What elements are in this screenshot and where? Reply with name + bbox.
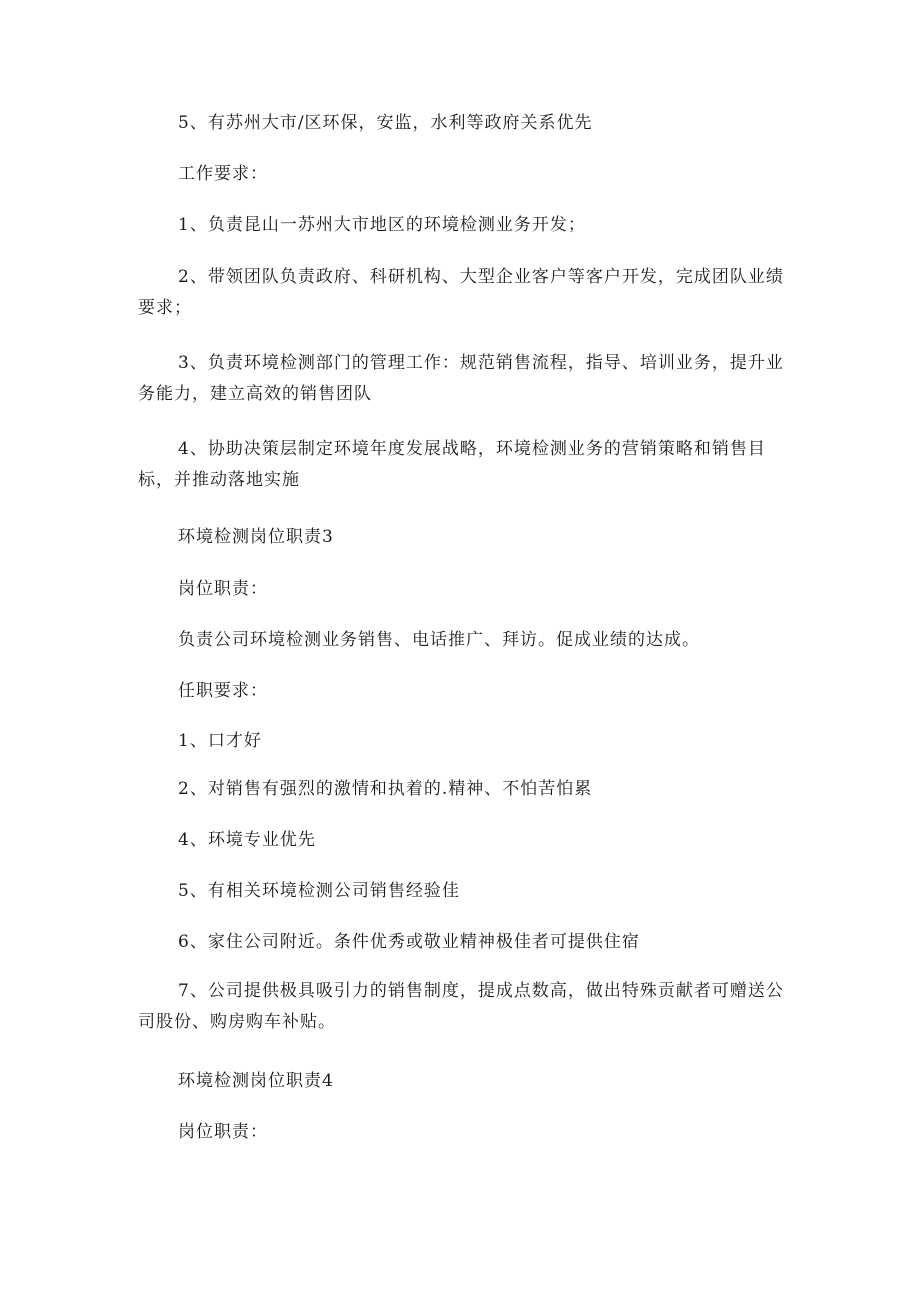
paragraph-qualification-6: 6、家住公司附近。条件优秀或敬业精神极佳者可提供住宿 — [178, 932, 640, 952]
heading-work-requirements: 工作要求： — [178, 164, 268, 184]
paragraph-duty-1: 1、负责昆山一苏州大市地区的环境检测业务开发； — [178, 215, 586, 235]
paragraph-duty-3: 3、负责环境检测部门的管理工作：规范销售流程，指导、培训业务，提升业务能力，建立高效的销售团队 — [138, 353, 784, 404]
paragraph-job-duty-text: 负责公司环境检测业务销售、电话推广、拜访。促成业绩的达成。 — [178, 630, 700, 650]
paragraph-qualification-4: 4、环境专业优先 — [178, 830, 316, 850]
paragraph-duty-2: 2、带领团队负责政府、科研机构、大型企业客户等客户开发，完成团队业绩要求； — [138, 267, 784, 318]
section-title-3: 环境检测岗位职责3 — [178, 527, 334, 547]
section-title-4: 环境检测岗位职责4 — [178, 1071, 334, 1091]
heading-job-duties-4: 岗位职责： — [178, 1122, 268, 1142]
paragraph-qualification-2: 2、对销售有强烈的激情和执着的.精神、不怕苦怕累 — [178, 779, 593, 799]
paragraph-duty-4: 4、协助决策层制定环境年度发展战略，环境检测业务的营销策略和销售目标，并推动落地实施 — [138, 439, 766, 490]
paragraph-requirement-5: 5、有苏州大市/区环保，安监，水利等政府关系优先 — [178, 113, 593, 133]
paragraph-qualification-1: 1、口才好 — [178, 731, 262, 751]
paragraph-qualification-7: 7、公司提供极具吸引力的销售制度，提成点数高，做出特殊贡献者可赠送公司股份、购房购车补贴。 — [138, 981, 784, 1032]
paragraph-qualification-5: 5、有相关环境检测公司销售经验佳 — [178, 881, 460, 901]
heading-job-requirements: 任职要求： — [178, 681, 268, 701]
heading-job-duties: 岗位职责： — [178, 579, 268, 599]
